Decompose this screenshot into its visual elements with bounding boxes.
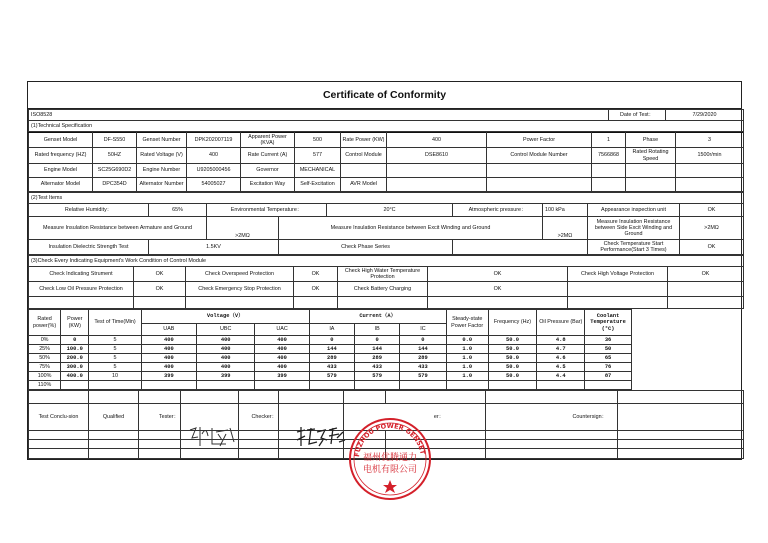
load-row [29,336,744,345]
check-label: Check Low Oil Pressure Protection [29,282,134,297]
spec-cell: Alternator Number [137,178,187,192]
load-cell: 4.8 [537,336,585,345]
countersign-label: Countersign： [486,404,618,431]
spec-table [28,132,744,192]
spec-cell: DF-S550 [93,133,137,148]
insulation-armature-label: Measure Insulation Resistance between Armature and Ground [29,217,207,240]
spec-cell: Genset Number [137,133,187,148]
spec-cell: SC25G690D2 [93,164,137,178]
tester-signature [186,424,238,450]
load-cell: 400 [255,345,309,354]
phase-label: Check Phase Series [279,240,453,255]
check-label: Check Indicating Strument [29,267,134,282]
load-cell [585,381,631,390]
spec-cell: 54005027 [187,178,241,192]
appearance-label: Appearance inspection unit [588,204,680,217]
check-label: Check Overspeed Protection [186,267,294,282]
ubc-header: UBC [197,324,255,336]
seal-inner-line1: 福州优腾通力 [362,453,418,463]
load-cell: 5 [89,336,141,345]
spec-cell: Control Module [341,148,387,164]
load-cell: 400 [255,363,309,372]
load-cell: 50 [585,345,631,354]
load-cell: 25% [29,345,61,354]
temp-start-value: OK [680,240,744,255]
ic-header: IC [400,324,446,336]
spec-cell: 577 [295,148,341,164]
ib-header: IB [355,324,400,336]
spec-cell: Alternator Model [29,178,93,192]
load-cell [309,381,354,390]
load-cell [355,381,400,390]
tests-table [28,192,744,255]
load-cell: 400 [197,354,255,363]
conclusion-value: Qualified [89,404,139,431]
pressure-label: Atmospheric pressure： [453,204,543,217]
spec-cell: Genset Model [29,133,93,148]
power-header: Power (KW) [61,310,89,336]
load-cell: 0 [355,336,400,345]
load-cell: 5 [89,345,141,354]
seal-inner-line2: 电机有限公司 [362,465,418,475]
load-cell [255,381,309,390]
spec-cell: DPK202007119 [187,133,241,148]
load-cell: 0.0 [446,336,488,345]
appearance-value: OK [680,204,744,217]
spec-cell: Rate Power (KW) [341,133,387,148]
rated-power-header: Rated power(%) [29,310,61,336]
oil-pressure-header: Oil Pressure (Bar) [537,310,585,336]
load-row [29,363,744,372]
spec-cell: Rated frequency (HZ) [29,148,93,164]
load-cell: 433 [400,363,446,372]
spec-cell: AVR Model [341,178,387,192]
humidity-value: 65% [149,204,207,217]
load-cell: 579 [309,372,354,381]
load-cell: 36 [585,336,631,345]
load-cell: 1.0 [446,363,488,372]
spec-cell: 7566868 [592,148,626,164]
load-cell: 399 [255,372,309,381]
load-cell: 400.0 [61,372,89,381]
spec-cell: 3 [676,133,744,148]
load-test-table [28,309,743,390]
spec-cell: DPC354D [93,178,137,192]
load-cell: 4.4 [537,372,585,381]
load-row [29,345,744,354]
spec-cell: DSE8610 [387,148,487,164]
check-value: OK [428,267,568,282]
conclusion-label: Test Conclu-sion [29,404,89,431]
load-cell: 0 [309,336,354,345]
dielectric-value: 1.5KV [149,240,279,255]
load-cell [61,381,89,390]
load-cell [446,381,488,390]
load-cell: 75% [29,363,61,372]
spec-cell: Rated Voltage (V) [137,148,187,164]
check-label: Check High Water Temperature Protection [338,267,428,282]
spec-cell: Apparent Power (KVA) [241,133,295,148]
load-cell: 289 [355,354,400,363]
load-cell: 144 [400,345,446,354]
insulation-armature-value: >2MΩ [207,217,279,240]
frequency-header: Frequency (Hz) [488,310,536,336]
load-row [29,372,744,381]
time-header: Test of Time(Min) [89,310,141,336]
load-cell: 5 [89,354,141,363]
spec-cell: 1500r/min [676,148,744,164]
load-cell: 50.0 [488,372,536,381]
insulation-excit-label: Measure Insulation Resistance between Excit Winding and Ground [279,217,543,240]
load-cell [141,381,196,390]
document-title: Certificate of Conformity [28,82,741,109]
load-cell: 144 [309,345,354,354]
spec-cell: Governor [241,164,295,178]
load-cell: 4.5 [537,363,585,372]
load-cell: 100.0 [61,345,89,354]
coolant-header: Coolant Temperature (°C) [585,310,631,336]
load-cell: 400 [255,336,309,345]
check-label: Check Battery Charging [338,282,428,297]
load-cell: 1.0 [446,372,488,381]
temp-start-label: Check Temperature Start Performance(Start 3 Times) [588,240,680,255]
load-cell: 50.0 [488,345,536,354]
load-cell: 400 [197,345,255,354]
spec-cell: Control Module Number [487,148,592,164]
load-cell: 289 [309,354,354,363]
check-value: OK [134,267,186,282]
load-cell: 400 [197,363,255,372]
load-cell: 579 [355,372,400,381]
load-cell: 0 [61,336,89,345]
spec-cell: Phase [626,133,676,148]
check-value: OK [668,267,744,282]
load-cell [197,381,255,390]
spec-cell: Rated Rotating Speed [626,148,676,164]
spec-cell: U9205000456 [187,164,241,178]
certificate-sheet [27,81,742,460]
checker-signature [293,424,349,450]
load-cell: 87 [585,372,631,381]
load-cell: 0 [400,336,446,345]
load-cell: 400 [141,345,196,354]
load-cell: 400 [141,336,196,345]
load-cell: 50.0 [488,336,536,345]
temperature-value: 20°C [327,204,453,217]
check-value: OK [294,282,338,297]
section-test-items: (2)Test Items [29,193,744,204]
check-value: OK [134,282,186,297]
spec-cell: Rate Current (A) [241,148,295,164]
load-cell [400,381,446,390]
load-cell [537,381,585,390]
load-cell: 1.0 [446,345,488,354]
spec-cell: 400 [187,148,241,164]
load-cell: 50.0 [488,363,536,372]
load-cell: 5 [89,363,141,372]
load-cell: 200.0 [61,354,89,363]
load-cell: 400 [197,336,255,345]
load-cell: 399 [197,372,255,381]
check-label: Check Emergency Stop Protection [186,282,294,297]
load-row [29,381,744,390]
insulation-side-value: >2MΩ [680,217,744,240]
spec-cell: MECHANICAL [295,164,341,178]
date-label: Date of Test： [609,110,666,121]
pf-header: Steady-state Power Factor [446,310,488,336]
load-cell: 300.0 [61,363,89,372]
section-technical: (1)Technical Specification [29,121,744,132]
dielectric-label: Insulation Dielectric Strength Test [29,240,149,255]
seal-star-icon [383,480,397,493]
load-cell: 110% [29,381,61,390]
check-value: OK [428,282,568,297]
check-label: Check High Voltage Protection [568,267,668,282]
insulation-excit-value: >2MΩ [543,217,588,240]
check-value: OK [294,267,338,282]
load-cell: 1.0 [446,354,488,363]
section-checks: (3)Check Every Indicating Equipment's Work Condition of Control Module [29,256,744,267]
load-cell: 400 [141,354,196,363]
load-cell: 4.6 [537,354,585,363]
checks-table [28,255,744,309]
load-cell: 100% [29,372,61,381]
uab-header: UAB [141,324,196,336]
date-value: 7/29/2020 [666,110,744,121]
voltage-header: Voltage（V） [141,310,309,324]
approver-label: er： [344,404,486,431]
load-cell: 289 [400,354,446,363]
load-cell: 433 [355,363,400,372]
spec-cell: 50HZ [93,148,137,164]
ia-header: IA [309,324,354,336]
seal-ring-text: FUZHOU POWER GENSET [353,421,427,458]
temperature-label: Environmental Temperature： [207,204,327,217]
load-cell: 433 [309,363,354,372]
load-cell [89,381,141,390]
pressure-value: 100 kPa [543,204,588,217]
load-cell: 400 [141,363,196,372]
company-seal [347,416,433,502]
load-cell: 579 [400,372,446,381]
load-cell [488,381,536,390]
load-cell: 65 [585,354,631,363]
spec-cell: Excitation Way [241,178,295,192]
spec-cell: Engine Number [137,164,187,178]
load-row [29,354,744,363]
load-cell: 50% [29,354,61,363]
load-cell: 144 [355,345,400,354]
checker-label: Checker： [239,404,279,431]
load-cell: 399 [141,372,196,381]
spec-cell: 1 [592,133,626,148]
spec-cell: Engine Model [29,164,93,178]
uac-header: UAC [255,324,309,336]
standard-label: ISO8528 [29,110,609,121]
spec-cell: 400 [387,133,487,148]
spec-cell: Power Factor [487,133,592,148]
spec-cell: 500 [295,133,341,148]
current-header: Current（A） [309,310,446,324]
insulation-side-label: Measure Insulation Resistance between Side Excit Winding and Ground [588,217,680,240]
load-cell: 0% [29,336,61,345]
load-cell: 4.7 [537,345,585,354]
spec-cell: Self-Excitation [295,178,341,192]
load-cell: 76 [585,363,631,372]
header-table [28,109,744,132]
tester-label: Tester： [139,404,181,431]
load-cell: 50.0 [488,354,536,363]
load-cell: 10 [89,372,141,381]
load-cell: 400 [255,354,309,363]
humidity-label: Relative Humidity： [29,204,149,217]
